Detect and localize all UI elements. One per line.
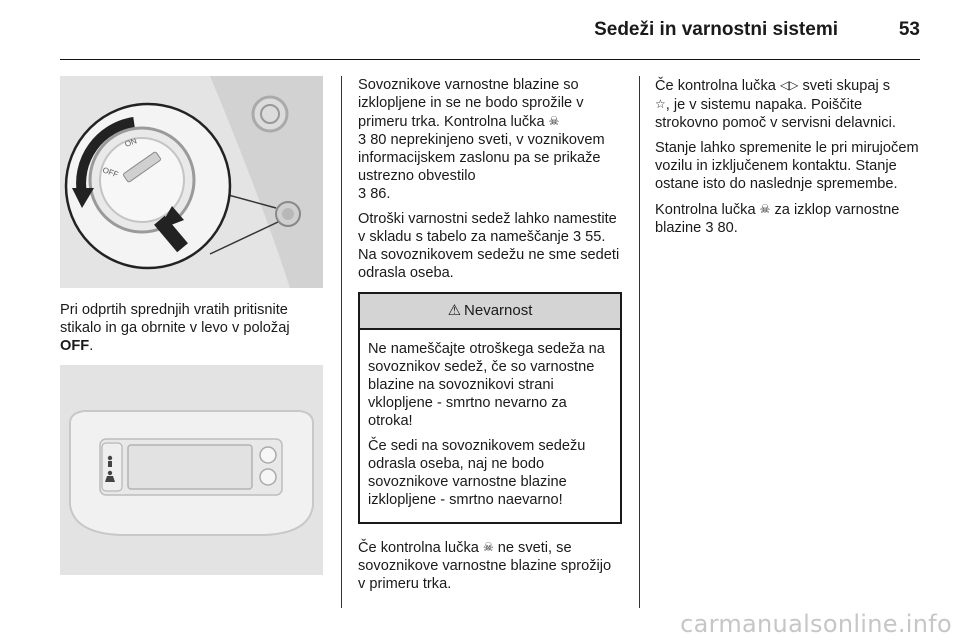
- off-position-label: OFF: [60, 338, 90, 354]
- switch-label-off: OFF: [101, 165, 120, 180]
- page-reference-arrow-icon: 3: [358, 132, 367, 148]
- column2-p2-text-b: Na sovoznikovem sedežu ne sme sedeti odrasla oseba.: [358, 247, 620, 281]
- danger-warning-text-1: Ne nameščajte otroškega sedeža na sovoznikov sedež, če so varnostne blazine na sovoznikovi strani vklopljene - smrtno nevarno za otroka!: [368, 341, 605, 429]
- page-reference-arrow-icon: 3: [572, 229, 582, 245]
- figure-airbag-key-switch: [60, 76, 323, 288]
- column3-paragraph-1: [655, 76, 923, 132]
- seatbelt-icon: ☆: [655, 97, 666, 111]
- danger-warning-box: [358, 292, 622, 524]
- column3-paragraph-3: [655, 200, 923, 237]
- key-switch-illustration: [60, 76, 323, 288]
- column2-paragraph-2: [358, 210, 622, 282]
- airbag-off-icon: ☠: [759, 202, 771, 216]
- column3-p1-text-a: Če kontrolna lučka: [655, 78, 780, 94]
- column2-p3-text-a: Če kontrolna lučka: [358, 540, 483, 556]
- indicator-panel-illustration: [60, 365, 323, 575]
- page-reference-80[interactable]: 80.: [717, 220, 738, 236]
- page-reference-86[interactable]: 86.: [370, 186, 391, 202]
- page-header-title: Sedeži in varnostni sistemi: [594, 19, 838, 40]
- column2: [358, 76, 622, 600]
- column3-p3-text-a: Kontrolna lučka: [655, 202, 760, 218]
- airbag-off-icon: [108, 456, 112, 467]
- watermark: carmanualsonline.info: [680, 610, 952, 638]
- column3: [655, 76, 923, 244]
- column-divider-2: [639, 76, 640, 608]
- figure-airbag-indicator-panel: [60, 365, 323, 575]
- column2-p1-text-a: Sovoznikove varnostne blazine so izklopljene in se ne bodo sprožile v primeru trka. Kontrolna lučka: [358, 77, 584, 130]
- page-reference-55[interactable]: 55.: [585, 229, 606, 245]
- danger-warning-body: [360, 330, 620, 522]
- danger-warning-header: [360, 294, 620, 330]
- danger-warning-title: Nevarnost: [464, 302, 533, 319]
- danger-warning-text-2: Če sedi na sovoznikovem sedežu odrasla oseba, naj ne bodo sovoznikove varnostne blazine izklopljene - smrtno naevarno!: [368, 438, 586, 508]
- column3-p1-text-b: sveti skupaj s: [798, 78, 891, 94]
- column2-paragraph-3: [358, 538, 622, 593]
- column1-text: Pri odprtih sprednjih vratih pritisnite stikalo in ga obrnite v levo v položaj: [60, 302, 290, 336]
- column2-p2-text-a: Otroški varnostni sedež lahko namestite v skladu s tabelo za nameščanje: [358, 211, 617, 245]
- column2-p3-text-b: ne sveti, se sovoznikove varnostne blazine sprožijo v primeru trka.: [358, 540, 612, 592]
- warning-triangle-icon: ⚠: [447, 302, 462, 319]
- column1-text-end: .: [89, 338, 94, 354]
- header-rule: [60, 59, 920, 60]
- column1-paragraph: [60, 301, 325, 355]
- switch-label-on: ON: [123, 136, 138, 149]
- page-number: 53: [898, 19, 920, 40]
- page-reference-80[interactable]: 80: [370, 132, 387, 148]
- page-reference-arrow-icon: 3: [358, 186, 367, 202]
- column3-p1-text-c: , je v sistemu napaka. Poiščite strokovno pomoč v servisni delavnici.: [655, 97, 896, 131]
- column2-paragraph-1: [358, 76, 622, 203]
- airbag-warning-icon: ◁▷: [779, 78, 799, 92]
- column-divider-1: [341, 76, 342, 608]
- airbag-off-icon: ☠: [548, 114, 560, 128]
- page-reference-arrow-icon: 3: [705, 220, 714, 236]
- airbag-off-icon: ☠: [482, 540, 494, 554]
- column3-p3-text-b: za izklop varnostne blazine: [655, 202, 900, 236]
- column3-paragraph-2: Stanje lahko spremenite le pri mirujočem vozilu in izključenem kontaktu. Stanje ostane isto do naslednje spremembe.: [655, 140, 919, 192]
- column2-p1-text-b: neprekinjeno sveti, v voznikovem informacijskem zaslonu pa se prikaže ustrezno obvestilo: [358, 132, 605, 184]
